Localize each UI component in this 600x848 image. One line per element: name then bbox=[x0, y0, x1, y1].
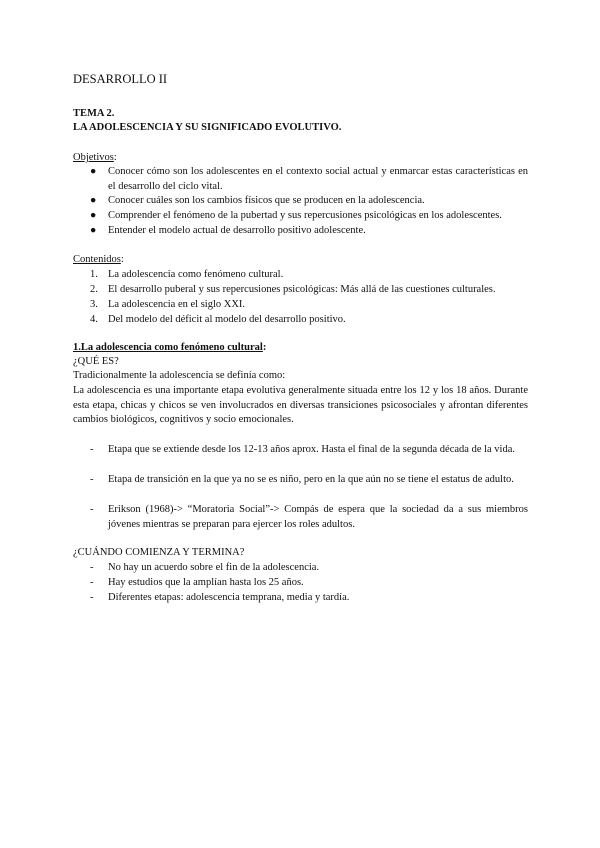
dash-icon: - bbox=[90, 592, 94, 603]
contenido-text: Del modelo del déficit al modelo del desarrollo positivo. bbox=[108, 314, 346, 325]
objetivo-text: Conocer cuáles son los cambios físicos que se producen en la adolescencia. bbox=[108, 195, 425, 206]
section1-intro: Tradicionalmente la adolescencia se definía como: bbox=[73, 370, 286, 381]
section1-item-text: Etapa que se extiende desde los 12-13 años aprox. Hasta el final de la segunda década de la vida. bbox=[108, 444, 516, 455]
list-item bbox=[0, 298, 600, 313]
section2-item-text: Diferentes etapas: adolescencia temprana, media y tardía. bbox=[108, 592, 350, 603]
bullet-icon: ● bbox=[90, 210, 97, 221]
contenido-text: La adolescencia como fenómeno cultural. bbox=[108, 269, 284, 280]
item-number: 4. bbox=[90, 314, 98, 325]
section1-heading-colon: : bbox=[262, 342, 267, 353]
dash-icon: - bbox=[90, 504, 94, 515]
list-item bbox=[0, 503, 600, 533]
item-number: 3. bbox=[90, 299, 98, 310]
section1-list bbox=[0, 443, 600, 533]
tema-number: TEMA 2. bbox=[73, 108, 115, 119]
list-item bbox=[0, 283, 600, 298]
item-number: 1. bbox=[90, 269, 98, 280]
bullet-icon: ● bbox=[90, 195, 97, 206]
list-item bbox=[0, 443, 600, 473]
item-number: 2. bbox=[90, 284, 98, 295]
section1-paragraph: La adolescencia es una importante etapa evolutiva generalmente situada entre los 12 y los 18 años. Durante esta etapa, chicas y chicos se ven involucrados en diversas transiciones psicosociales y afrontan diferentes cambios biológicos, cognitivos y socio emocionales. bbox=[73, 385, 528, 425]
list-item bbox=[0, 591, 600, 606]
contenidos-heading bbox=[73, 253, 528, 268]
bullet-icon: ● bbox=[90, 225, 97, 236]
objetivos-label: Objetivos bbox=[73, 152, 114, 163]
list-item bbox=[0, 561, 600, 576]
list-item bbox=[0, 268, 600, 283]
list-item bbox=[0, 224, 600, 239]
section2-item-text: No hay un acuerdo sobre el fin de la adolescencia. bbox=[108, 562, 320, 573]
dash-icon: - bbox=[90, 444, 94, 455]
list-item bbox=[0, 209, 600, 224]
contenidos-label: Contenidos bbox=[73, 254, 121, 265]
contenidos-list bbox=[0, 268, 600, 328]
section1-question: ¿QUÉ ES? bbox=[73, 356, 119, 367]
list-item bbox=[0, 473, 600, 503]
document-header: DESARROLLO II bbox=[73, 72, 168, 86]
section1-heading-text: 1.La adolescencia como fenómeno cultural bbox=[73, 342, 263, 353]
contenido-text: La adolescencia en el siglo XXI. bbox=[108, 299, 246, 310]
objetivos-list bbox=[0, 165, 600, 239]
section1-item-text: Etapa de transición en la que ya no se es niño, pero en la que aún no se tiene el estatus de adulto. bbox=[108, 474, 514, 485]
list-item bbox=[0, 576, 600, 591]
bullet-icon: ● bbox=[90, 166, 97, 177]
list-item bbox=[0, 313, 600, 328]
section2-list bbox=[0, 561, 600, 606]
list-item bbox=[0, 194, 600, 209]
list-item bbox=[0, 165, 600, 194]
dash-icon: - bbox=[90, 577, 94, 588]
dash-icon: - bbox=[90, 562, 94, 573]
contenidos-colon: : bbox=[120, 254, 124, 265]
dash-icon: - bbox=[90, 474, 94, 485]
objetivo-text: Entender el modelo actual de desarrollo positivo adolescente. bbox=[108, 225, 366, 236]
objetivos-heading bbox=[73, 151, 528, 166]
section1-item-text: Erikson (1968)-> “Moratoria Social”-> Compás de espera que la sociedad da a sus miembros jóvenes mientras se preparan para ejercer los roles adultos. bbox=[108, 504, 528, 530]
contenido-text: El desarrollo puberal y sus repercusiones psicológicas: Más allá de las cuestiones culturales. bbox=[108, 284, 496, 295]
objetivo-text: Conocer cómo son los adolescentes en el contexto social actual y enmarcar estas características en el desarrollo del ciclo vital. bbox=[108, 166, 528, 192]
section2-question: ¿CUÁNDO COMIENZA Y TERMINA? bbox=[73, 547, 245, 558]
objetivos-colon: : bbox=[113, 152, 117, 163]
objetivo-text: Comprender el fenómeno de la pubertad y sus repercusiones psicológicas en los adolescentes. bbox=[108, 210, 502, 221]
tema-title: LA ADOLESCENCIA Y SU SIGNIFICADO EVOLUTIVO. bbox=[73, 122, 342, 133]
section2-item-text: Hay estudios que la amplían hasta los 25 años. bbox=[108, 577, 304, 588]
section1-heading bbox=[73, 341, 528, 356]
